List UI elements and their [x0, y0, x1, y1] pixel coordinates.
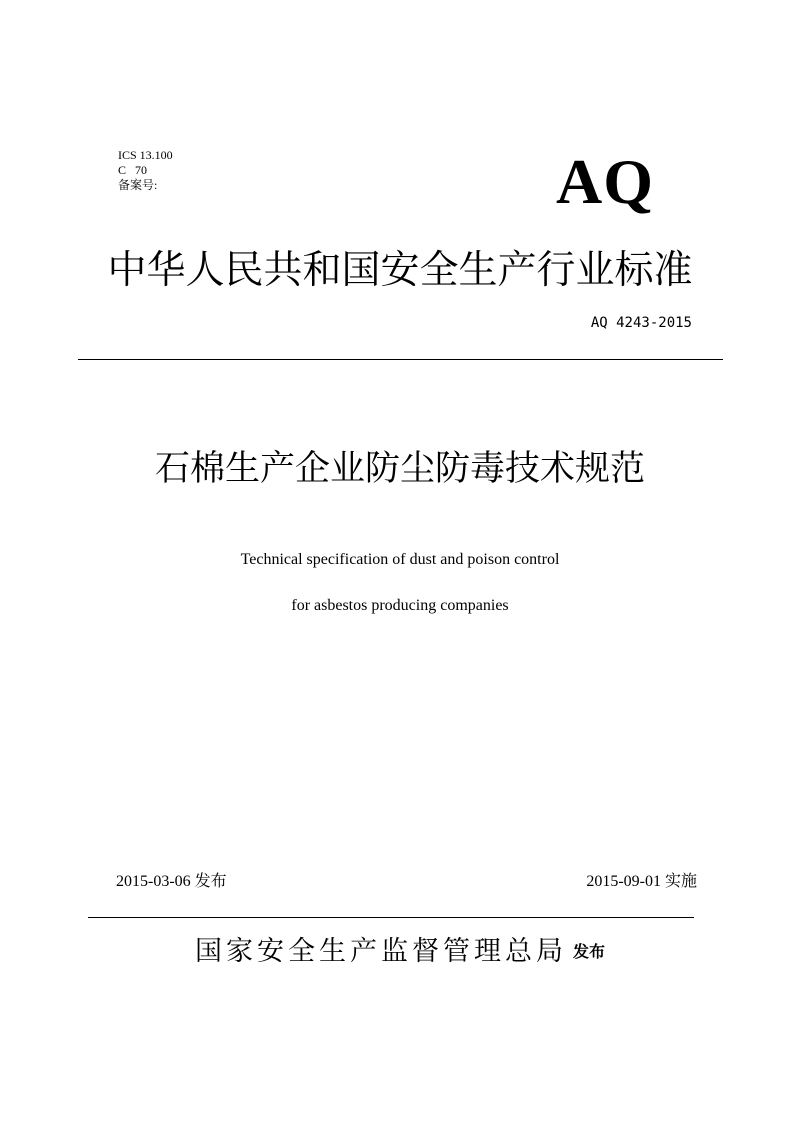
document-title-cn: 石棉生产企业防尘防毒技术规范: [154, 449, 645, 489]
aq-logo: AQ: [556, 146, 654, 217]
standard-number: AQ 4243-2015: [590, 315, 692, 331]
document-title-en-line1: Technical specification of dust and poison control: [240, 551, 560, 568]
ccs-code: C 70: [118, 163, 148, 177]
top-divider: [78, 359, 723, 360]
implementation-date: 2015-09-01 实施: [586, 873, 697, 890]
filing-number-label: 备案号:: [118, 178, 158, 192]
publisher-name: 国家安全生产监督管理总局: [194, 936, 567, 967]
publisher-suffix: 发布: [572, 942, 605, 961]
classification-block: [118, 148, 173, 193]
bottom-divider: [88, 917, 694, 918]
standard-category-title: 中华人民共和国安全生产行业标准: [107, 248, 693, 293]
issue-date: 2015-03-06 发布: [116, 873, 227, 890]
publisher-line: [0, 932, 800, 972]
ics-code: ICS 13.100: [118, 148, 173, 162]
document-title-en-line2: for asbestos producing companies: [291, 597, 509, 614]
